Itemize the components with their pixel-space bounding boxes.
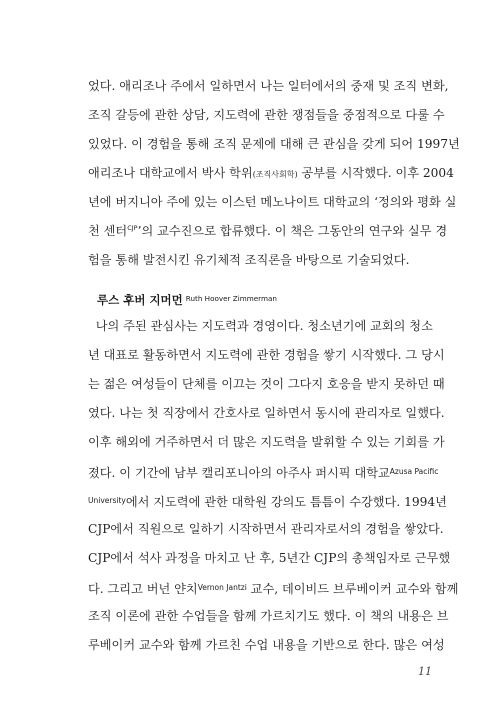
latin-annotation: Vernon Jantzi <box>197 583 247 592</box>
text-line: 는 젊은 여성들이 단체를 이끄는 것이 그다지 호응을 받지 못하던 때 <box>88 377 445 391</box>
text-line: 험을 통해 발전시킨 유기체적 조직론을 바탕으로 기술되었다. <box>88 253 410 267</box>
text-line <box>88 217 448 246</box>
text-line <box>88 573 459 602</box>
text-line: 있었다. 이 경험을 통해 조직 문제에 대해 큰 관심을 갖게 되어 1997년 <box>88 137 460 151</box>
text-segment: 에서 지도력에 관한 대학원 강의도 틈틈이 수강했다. 1994년 <box>125 495 447 509</box>
text-line: CJP에서 석사 과정을 마치고 난 후, 5년간 CJP의 총책임자로 근무했 <box>88 551 451 565</box>
page-number: 11 <box>418 665 432 678</box>
text-line: 루베이커 교수와 함께 가르친 수업 내용을 기반으로 한다. 많은 여성 <box>88 638 445 652</box>
text-line: 나의 주된 관심사는 지도력과 경영이다. 청소년기에 교회의 청소 <box>88 319 433 333</box>
text-segment: 다. 그리고 버넌 얀치 <box>88 582 198 596</box>
text-segment: 천 센터 <box>88 224 128 238</box>
author-english-name: Ruth Hoover Zimmerman <box>185 294 277 303</box>
text-segment: 공부를 시작했다. 이후 2004 <box>297 166 454 180</box>
text-line: 년 대표로 활동하면서 지도력에 관한 경험을 쌓기 시작했다. 그 당시 <box>88 348 445 362</box>
text-segment: 졌다. 이 기간에 남부 캘리포니아의 아주사 퍼시픽 대학교 <box>88 466 390 480</box>
latin-annotation: University <box>88 496 126 505</box>
text-line <box>88 457 439 486</box>
text-line <box>88 486 447 515</box>
text-line: 이후 해외에 거주하면서 더 많은 지도력을 발휘할 수 있는 기회를 가 <box>88 435 445 449</box>
text-line: 년에 버지니아 주에 있는 이스턴 메노나이트 대학교의 ‘정의와 평화 실 <box>88 195 457 209</box>
text-segment: 교수, 데이비드 브루베이커 교수와 함께 <box>246 582 459 596</box>
text-line <box>88 159 454 188</box>
text-line: CJP에서 직원으로 일하기 시작하면서 관리자로서의 경험을 쌓았다. <box>88 522 444 536</box>
text-line: 조직 갈등에 관한 상담, 지도력에 관한 쟁점들을 중점적으로 다룰 수 <box>88 108 445 122</box>
text-segment: 애리조나 대학교에서 박사 학위 <box>88 166 253 180</box>
inline-annotation: (조직사회학) <box>252 170 298 179</box>
paragraph-1 <box>88 72 460 275</box>
latin-annotation: Azusa Pacific <box>389 467 439 476</box>
text-line: 었다. 애리조나 주에서 일하면서 나는 일터에서의 중재 및 조직 변화, <box>88 79 449 93</box>
author-korean-name: 루스 후버 지머먼 <box>97 293 183 307</box>
paragraph-2 <box>88 312 459 660</box>
text-segment: ’의 교수진으로 합류했다. 이 책은 그동안의 연구와 실무 경 <box>137 224 448 238</box>
text-line: 였다. 나는 첫 직장에서 간호사로 일하면서 동시에 관리자로 일했다. <box>88 406 445 420</box>
author-heading <box>97 288 427 310</box>
text-line: 조직 이론에 관한 수업들을 함께 가르치기도 했다. 이 책의 내용은 브 <box>88 609 449 623</box>
superscript-abbreviation: CJP <box>127 224 138 232</box>
